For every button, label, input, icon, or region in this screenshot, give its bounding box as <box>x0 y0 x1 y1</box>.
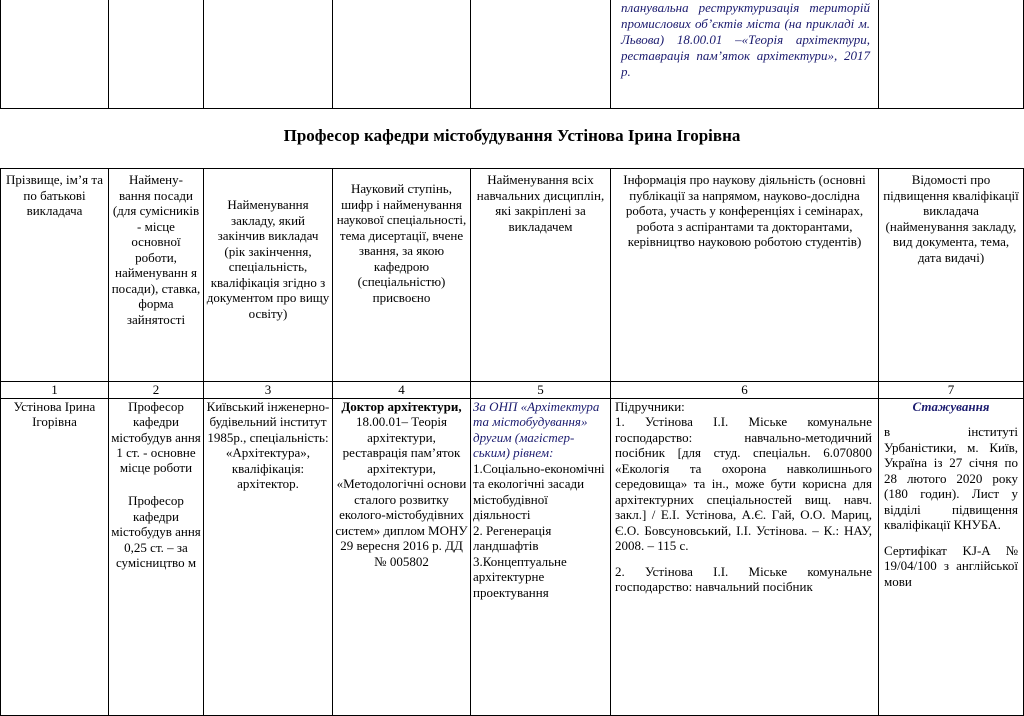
prev-cell-2 <box>109 0 204 109</box>
prev-cell-6 <box>611 0 879 109</box>
prev-publication-text: планувальна реструктуризація територій промислових об’єктів міста (на прикладі м. Львова) 18.00.01 –«Теорія архітектури, реставрація пам’яток архітектури», 2017 р. <box>621 0 870 79</box>
degree-cell <box>333 398 471 715</box>
header-degree: Науковий ступінь, шифр і найменування наукової спеціальності, тема дисертації, вчене звання, за якою кафедрою (спеціальністю) присвоєно <box>333 169 471 382</box>
column-number-row <box>1 382 1024 399</box>
education-cell: Київський інженерно-будівельний інститут 1985р., спеціальність: «Архітектура», кваліфікація: архітектор. <box>204 398 333 715</box>
teacher-table <box>0 168 1024 716</box>
column-number: 3 <box>204 382 333 399</box>
discipline-item: 2. Регенерація ландшафтів <box>473 522 552 553</box>
position-main-rate: 1 ст. - основне місце роботи <box>116 445 196 475</box>
header-science: Інформація про наукову діяльність (основні публікації за напрямом, науково-дослідна робота, участь у конференціях і семінарах, робота з аспірантами та докторантами, керівництво науковою роботою студентів) <box>611 169 879 382</box>
science-cell <box>611 398 879 715</box>
discipline-item: 1.Соціально-економічні та екологічні засади містобудівної діяльності <box>473 460 605 522</box>
prev-cell-3 <box>204 0 333 109</box>
position-cell <box>109 398 204 715</box>
header-disciplines: Найменування всіх навчальних дисциплін, які закріплені за викладачем <box>471 169 611 382</box>
qualification-cell <box>879 398 1024 715</box>
previous-table <box>0 0 1024 109</box>
discipline-item: 3.Концептуальне архітектурне проектування <box>473 553 567 600</box>
publication-item: 1. Устінова І.І. Міське комунальне господарство: навчально-методичний посібник [для студ. спеціальн. 6.070800 «Екологія та охорона навколишнього середовища» та ін., може бути корисна для архітектурних спеціальностей вищ. навч. закл.] / Е.І. Устінова, А.Є. Гай, О.О. Мариц, Є.О. Бовсуновський, І.І. Устінова. – К.: НАУ, 2008. – 115 с. <box>615 414 872 553</box>
prev-cell-4 <box>333 0 471 109</box>
position-main: Професор кафедри містобудув ання <box>111 398 201 445</box>
table-row <box>1 398 1024 715</box>
qualification-text: в інституті Урбаністики, м. Київ, Україна із 27 січня по 28 лютого 2020 року (180 годин). Лист у відділі підвищення кваліфікації КНУБА. <box>884 424 1018 532</box>
certificate-text: Сертифікат KJ-A № 19/04/100 з англійської мови <box>884 542 1018 589</box>
previous-table-row <box>1 0 1024 109</box>
qualification-heading: Стажування <box>912 398 990 414</box>
position-secondary-rate: 0,25 ст. – за сумісництво м <box>115 539 197 570</box>
column-number: 7 <box>879 382 1024 399</box>
publication-item: 2. Устінова І.І. Міське комунальне господарство: навчальний посібник <box>615 563 872 594</box>
column-number: 2 <box>109 382 204 399</box>
column-number: 5 <box>471 382 611 399</box>
disciplines-cell <box>471 398 611 715</box>
header-education: Найменування закладу, який закінчив викладач (рік закінчення, спеціальність, кваліфікація згідно з документом про вищу освіту) <box>204 169 333 382</box>
position-secondary: Професор кафедри містобудув ання <box>111 493 201 539</box>
column-number: 6 <box>611 382 879 399</box>
prev-cell-5 <box>471 0 611 109</box>
prev-cell-7 <box>879 0 1024 109</box>
degree-text: 18.00.01– Теорія архітектури, реставрація пам’яток архітектури, «Методологічні основи сталого розвитку еколого-містобудівних систем» диплом МОНУ 29 вересня 2016 р. ДД № 005802 <box>335 414 468 569</box>
science-heading: Підручники: <box>615 398 685 414</box>
prev-cell-1 <box>1 0 109 109</box>
teacher-name: Устінова Ірина Ігорівна <box>1 398 109 715</box>
header-name: Прізвище, ім’я та по батькові викладача <box>1 169 109 382</box>
disciplines-intro: За ОНП «Архітектура та містобудування» другим (магістер-ським) рівнем: <box>473 398 600 460</box>
column-number: 4 <box>333 382 471 399</box>
section-title: Професор кафедри містобудування Устінова Ірина Ігорівна <box>283 126 741 145</box>
header-position: Наймену- вання посади (для сумісників - місце основної роботи, найменуванн я посади), ставка, форма зайнятості <box>109 169 204 382</box>
column-number: 1 <box>1 382 109 399</box>
header-qualification: Відомості про підвищення кваліфікації викладача (найменування закладу, вид документа, тема, дата видачі) <box>879 169 1024 382</box>
degree-title: Доктор архітектури, <box>341 398 462 414</box>
header-row <box>1 169 1024 382</box>
